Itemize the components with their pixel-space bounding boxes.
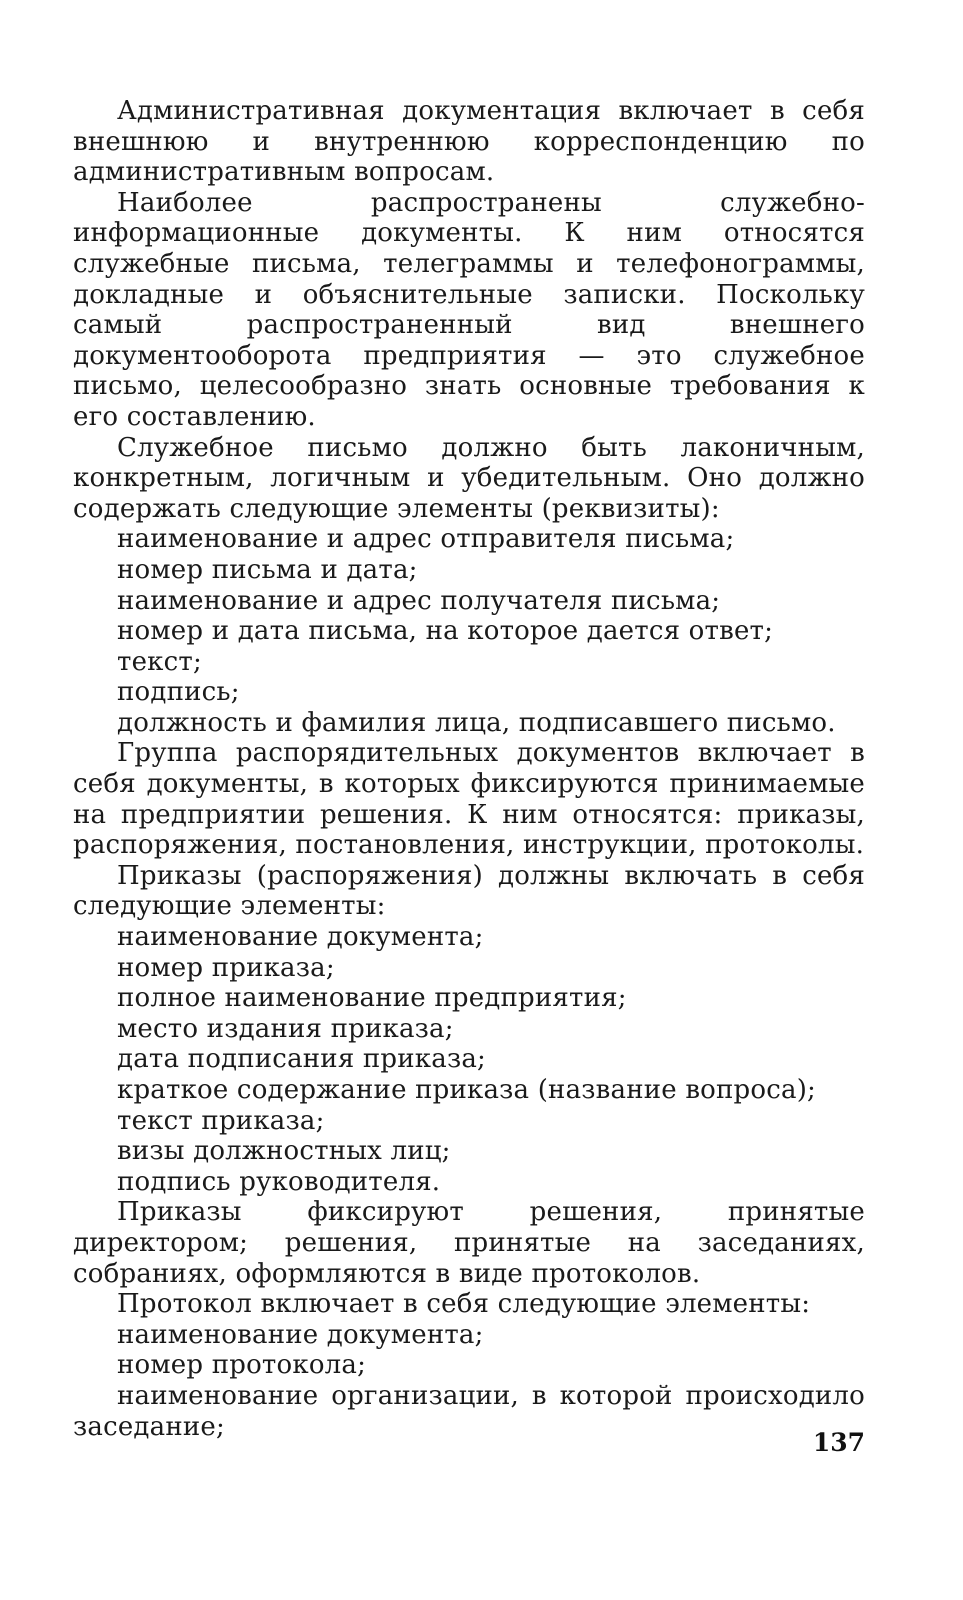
list-item: краткое содержание приказа (название вопроса);	[117, 1075, 816, 1105]
protocol-elements-list	[73, 1320, 865, 1442]
list-item: подпись руководителя.	[117, 1166, 441, 1197]
page-body	[73, 96, 865, 1442]
list-item: место издания приказа;	[117, 1013, 454, 1044]
list-item: номер и дата письма, на которое дается ответ;	[117, 616, 774, 647]
paragraph-order-decisions: Приказы фиксируют решения, принятые директором; решения, принятые на заседаниях, собраниях, оформляются в виде протоколов.	[73, 1197, 865, 1289]
list-item: номер протокола;	[117, 1350, 367, 1381]
list-item: наименование организации, в которой происходило заседание;	[73, 1380, 865, 1442]
paragraph-directive-docs: Группа распорядительных документов включает в себя документы, в которых фиксируются принимаемые на предприятии решения. К ним относятся: приказы, распоряжения, постановления, инструкции, протоколы.	[73, 738, 865, 861]
list-item: полное наименование предприятия;	[117, 983, 627, 1014]
letter-elements-list	[73, 524, 865, 738]
list-item: должность и фамилия лица, подписавшего письмо.	[117, 707, 836, 738]
list-item: визы должностных лиц;	[117, 1136, 451, 1167]
list-item: подпись;	[117, 677, 240, 708]
list-item: наименование документа;	[117, 1319, 484, 1350]
page-number: 137	[812, 1428, 865, 1457]
paragraph-admin-docs: Административная документация включает в себя внешнюю и внутреннюю корреспонденцию по административным вопросам.	[73, 96, 865, 188]
paragraph-protocol: Протокол включает в себя следующие элементы:	[117, 1289, 811, 1320]
list-item: номер приказа;	[117, 952, 335, 983]
list-item: наименование и адрес получателя письма;	[117, 585, 721, 616]
list-item: номер письма и дата;	[117, 554, 418, 585]
list-item: текст приказа;	[117, 1105, 325, 1136]
list-item: наименование и адрес отправителя письма;	[117, 524, 735, 555]
paragraph-service-letter: Служебное письмо должно быть лаконичным, конкретным, логичным и убедительным. Оно должно содержать следующие элементы (реквизиты):	[73, 432, 865, 524]
paragraph-orders: Приказы (распоряжения) должны включать в себя следующие элементы:	[73, 860, 865, 922]
order-elements-list	[73, 922, 865, 1197]
list-item: дата подписания приказа;	[117, 1044, 486, 1075]
list-item: текст;	[117, 646, 202, 677]
list-item: наименование документа;	[117, 922, 484, 953]
paragraph-service-info-docs: Наиболее распространены служебно-информационные документы. К ним относятся служебные письма, телеграммы и телефонограммы, докладные и объяснительные записки. Поскольку самый распространенный вид внешнего документооборота предприятия — это служебное письмо, целесообразно знать основные требования к его составлению.	[73, 187, 865, 432]
